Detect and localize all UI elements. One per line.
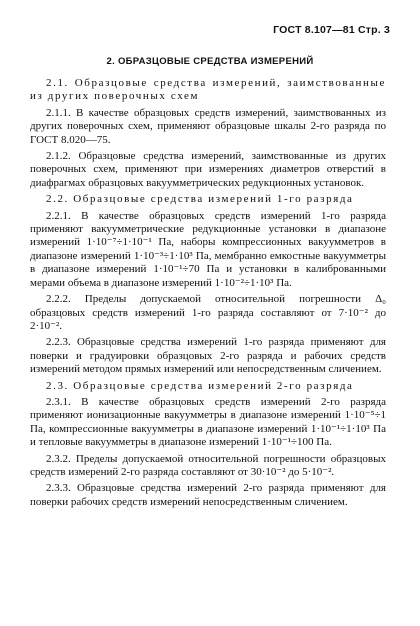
clause-2-2-2: 2.2.2. Пределы допускаемой относительной погрешности Δ₀ образцовых средств измерений 1-го разряда составляют от 7·10⁻² до 2·10⁻². — [30, 293, 386, 332]
subsection-heading-2-2: 2.2. Образцовые средства измерений 1-го разряда — [46, 193, 354, 206]
clause-2-2-3: 2.2.3. Образцовые средства измерений 1-го разряда применяют для поверки и градуировки образцовых 2-го разряда и рабочих средств измерений методом прямых измерений или непосредственным сличением. — [30, 336, 386, 376]
clause-2-3-3: 2.3.3. Образцовые средства измерений 2-го разряда применяют для поверки рабочих средств измерений непосредственным сличением. — [30, 482, 386, 508]
clause-2-3-2: 2.3.2. Пределы допускаемой относительной погрешности образцовых средств измерений 2-го разряда составляют от 30·10⁻² до 5·10⁻². — [30, 452, 386, 478]
page-header: ГОСТ 8.107—81 Стр. 3 — [273, 24, 390, 36]
document-body — [30, 74, 386, 512]
clause-2-2-1: 2.2.1. В качестве образцовых средств измерений 1-го разряда применяют вакуумметрические редукционные установки в диапазоне измерений 1·10⁻⁷÷1·10⁻¹ Па, наборы компрессионных вакуумметров в диапазоне измерений 1·10⁻³÷1·10³ Па, мембранно емкостные вакуумметры в диапазоне измерений 1·10⁻¹÷70 Па и установки в калиброванными мерами объема в диапазоне измерений 1·10⁻²÷1·10³ Па. — [30, 209, 386, 289]
clause-2-1-1: 2.1.1. В качестве образцовых средств измерений, заимствованных из других поверочных схем, применяют образцовые шкалы 2-го разряда по ГОСТ 8.020—75. — [30, 106, 386, 146]
clause-2-1-2: 2.1.2. Образцовые средства измерений, заимствованные из других поверочных схем, применяют при измерениях диаметров отверстий в диафрагмах образцовых вакуумметрических редукционных установок. — [30, 150, 386, 189]
subsection-heading-2-3: 2.3. Образцовые средства измерений 2-го разряда — [46, 379, 354, 392]
clause-2-3-1: 2.3.1. В качестве образцовых средств измерений 2-го разряда применяют ионизационные вакуумметры в диапазоне измерений 1·10⁻⁵÷1 Па, компрессионные вакуумметры в диапазоне измерений 1·10⁻¹÷1·10³ Па и тепловые вакуумметры в диапазоне измерений 1·10⁻¹÷100 Па. — [30, 395, 386, 449]
section-title: 2. ОБРАЗЦОВЫЕ СРЕДСТВА ИЗМЕРЕНИЙ — [106, 56, 314, 67]
subsection-heading-2-1: 2.1. Образцовые средства измерений, заимствованные из других поверочных схем — [30, 77, 386, 103]
